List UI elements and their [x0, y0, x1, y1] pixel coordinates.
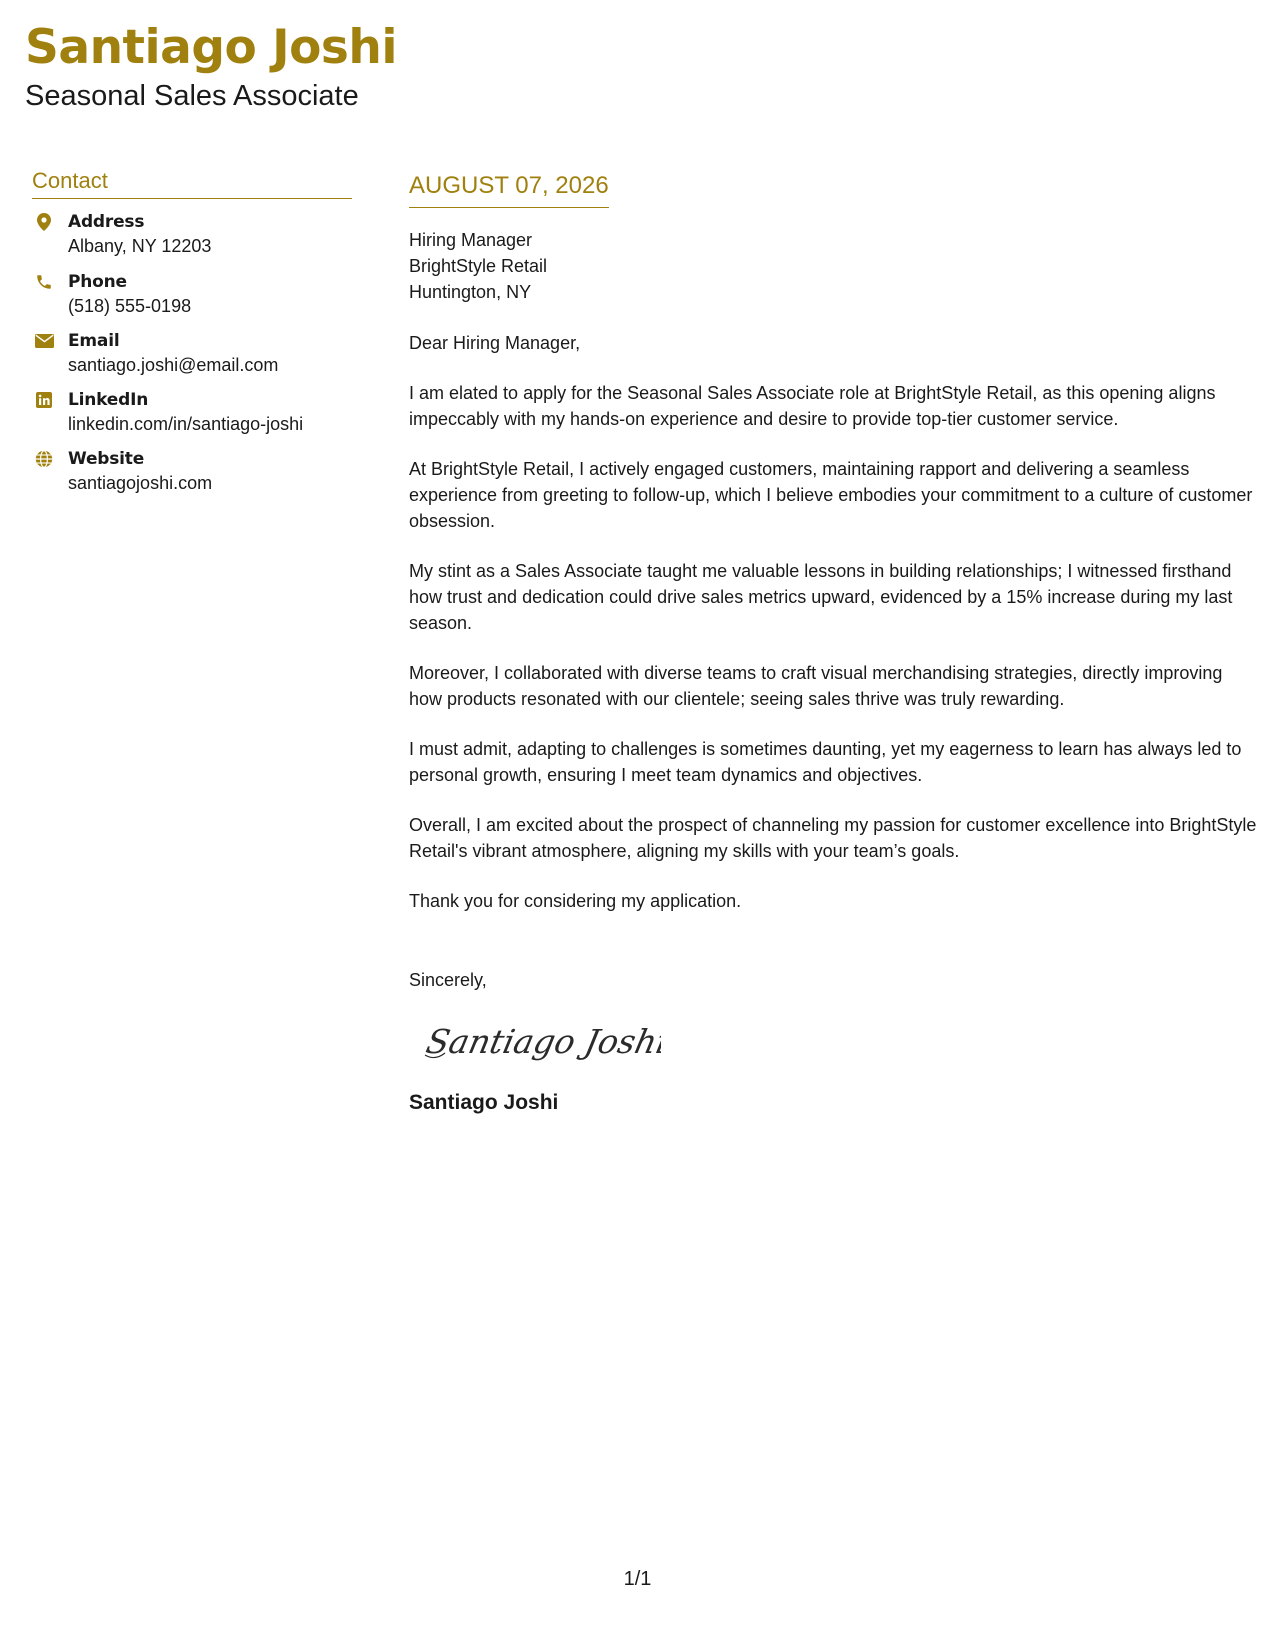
address-value: Albany, NY 12203	[68, 236, 212, 257]
phone-value: (518) 555-0198	[68, 295, 192, 316]
address-label: Address	[68, 212, 145, 233]
email-label: Email	[68, 330, 120, 351]
body-paragraph: Thank you for considering my application.	[409, 890, 742, 911]
contact-heading: Contact	[32, 168, 352, 199]
recipient-line: Huntington, NY	[409, 281, 532, 302]
map-pin-icon	[34, 212, 54, 232]
linkedin-label: LinkedIn	[68, 390, 149, 411]
letter-body	[409, 172, 1259, 1115]
signature	[421, 1013, 661, 1073]
signed-name: Santiago Joshi	[409, 1090, 559, 1114]
contact-item-phone	[32, 271, 352, 318]
envelope-icon	[34, 331, 54, 351]
body-paragraph: Overall, I am excited about the prospect of channeling my passion for customer excellence into BrightStyle Retail's vibrant atmosphere, aligning my skills with your team’s goals.	[409, 814, 1257, 861]
body-paragraph: Moreover, I collaborated with diverse teams to craft visual merchandising strategies, directly improving how products resonated with our clientele; seeing sales thrive was truly rewarding.	[409, 662, 1223, 709]
email-value[interactable]: santiago.joshi@email.com	[68, 354, 279, 375]
letter-date: AUGUST 07, 2026	[409, 172, 609, 208]
linkedin-icon	[34, 390, 54, 410]
svg-text:Santiago Joshi: Santiago Joshi	[422, 1022, 661, 1061]
body-paragraph: I am elated to apply for the Seasonal Sales Associate role at BrightStyle Retail, as this opening aligns impeccably with my hands-on experience and desire to provide top-tier customer service.	[409, 382, 1216, 429]
phone-label: Phone	[68, 271, 127, 292]
globe-icon	[34, 449, 54, 469]
website-value[interactable]: santiagojoshi.com	[68, 473, 213, 494]
website-label: Website	[68, 449, 145, 470]
contact-item-email	[32, 330, 352, 377]
job-title: Seasonal Sales Associate	[25, 80, 359, 112]
closing: Sincerely,	[409, 969, 487, 990]
recipient-line: BrightStyle Retail	[409, 255, 548, 276]
contact-item-linkedin	[32, 389, 352, 436]
candidate-name: Santiago Joshi	[25, 20, 397, 75]
recipient-block	[409, 227, 1259, 305]
body-paragraph: I must admit, adapting to challenges is sometimes daunting, yet my eagerness to learn has always led to personal growth, ensuring I meet team dynamics and objectives.	[409, 738, 1242, 785]
contact-item-website	[32, 448, 352, 495]
phone-icon	[34, 272, 54, 292]
body-paragraph: My stint as a Sales Associate taught me valuable lessons in building relationships; I witnessed firsthand how trust and dedication could drive sales metrics upward, evidenced by a 15% increase during my last season.	[409, 560, 1233, 633]
recipient-line: Hiring Manager	[409, 229, 533, 250]
body-paragraph: At BrightStyle Retail, I actively engaged customers, maintaining rapport and delivering a seamless experience from greeting to follow-up, which I believe embodies your commitment to a culture of customer obsession.	[409, 458, 1253, 531]
contact-sidebar	[32, 168, 352, 508]
salutation: Dear Hiring Manager,	[409, 332, 581, 353]
linkedin-value[interactable]: linkedin.com/in/santiago-joshi	[68, 414, 304, 435]
contact-item-address	[32, 211, 352, 258]
page-number: 1/1	[623, 1568, 652, 1590]
